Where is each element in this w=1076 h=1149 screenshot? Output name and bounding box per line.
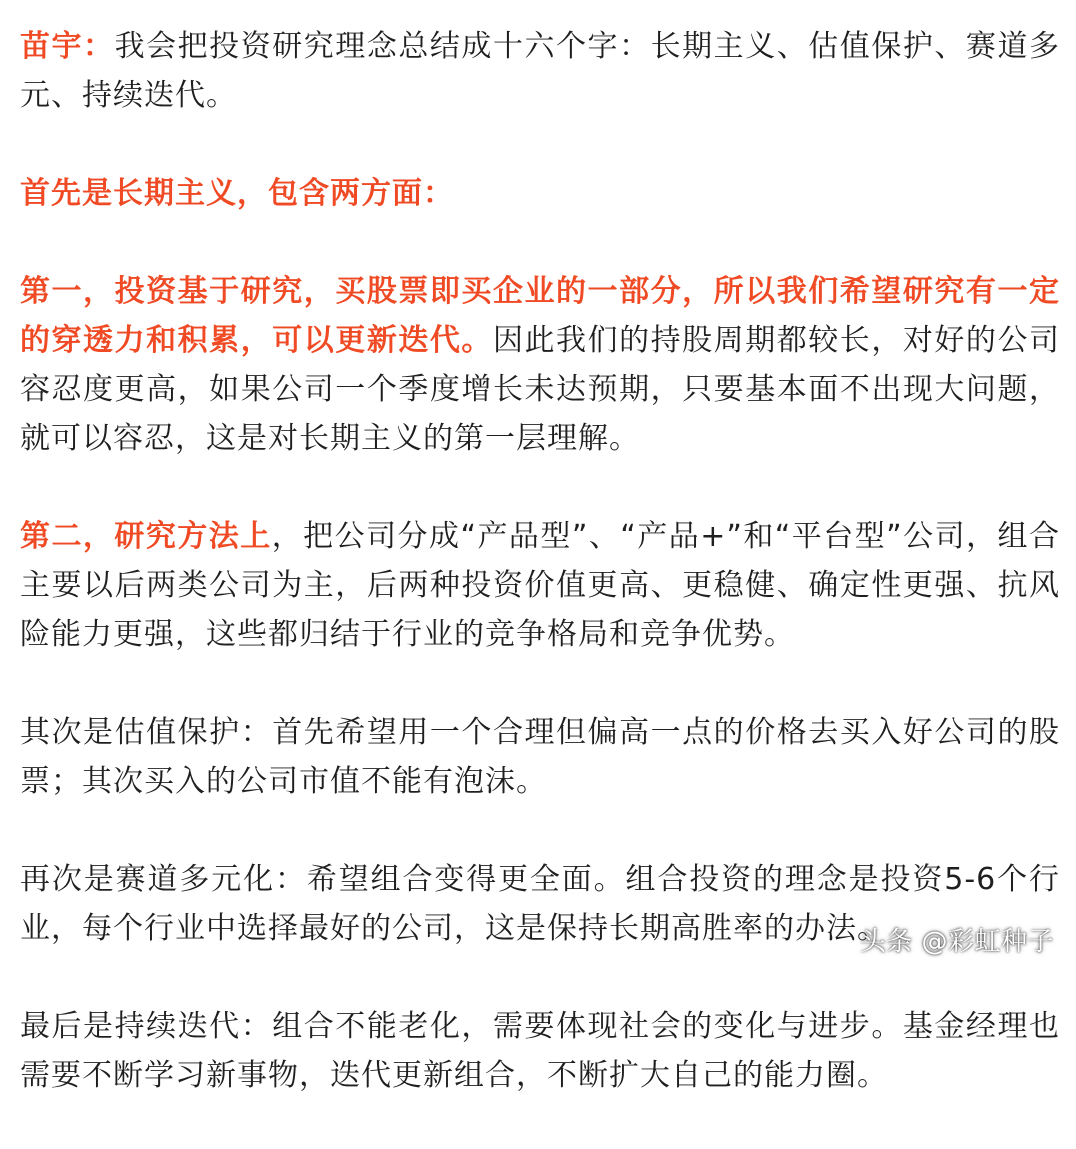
- first-point-text: 因此我们的持股周期都较长，对好的公司容忍度更高，如果公司一个季度增长未达预期，只要基本面不出现大问题，就可以容忍，这是对长期主义的第一层理解。: [20, 323, 1060, 456]
- paragraph-intro: [20, 22, 1060, 120]
- valuation-text: 其次是估值保护：首先希望用一个合理但偏高一点的价格去买入好公司的股票；其次买入的公司市值不能有泡沫。: [20, 715, 1060, 799]
- iteration-text: 最后是持续迭代：组合不能老化，需要体现社会的变化与进步。基金经理也需要不断学习新事物，迭代更新组合，不断扩大自己的能力圈。: [20, 1009, 1060, 1093]
- section-heading: 首先是长期主义，包含两方面：: [20, 176, 454, 211]
- paragraph-long-term-heading: [20, 169, 1060, 218]
- paragraph-second-point: [20, 512, 1060, 659]
- intro-text: 我会把投资研究理念总结成十六个字：长期主义、估值保护、赛道多元、持续迭代。: [20, 29, 1060, 113]
- paragraph-iteration: [20, 1002, 1060, 1100]
- second-point-highlight: 第二，研究方法上: [20, 519, 272, 554]
- article-body: [20, 22, 1060, 1149]
- paragraph-valuation: [20, 708, 1060, 806]
- diversification-text: 再次是赛道多元化：希望组合变得更全面。组合投资的理念是投资5-6个行业，每个行业中选择最好的公司，这是保持长期高胜率的办法。: [20, 862, 1060, 946]
- first-point-highlight: 第一，投资基于研究，买股票即买企业的一部分，所以我们希望研究有一定的穿透力和积累，可以更新迭代。: [20, 274, 1060, 358]
- speaker-name: 苗宇：: [20, 29, 115, 64]
- source-watermark: 头条 @彩虹种子: [859, 927, 1054, 957]
- paragraph-first-point: [20, 267, 1060, 463]
- second-point-text: ，把公司分成“产品型”、“产品+”和“平台型”公司，组合主要以后两类公司为主，后两种投资价值更高、更稳健、确定性更强、抗风险能力更强，这些都归结于行业的竞争格局和竞争优势。: [20, 519, 1061, 652]
